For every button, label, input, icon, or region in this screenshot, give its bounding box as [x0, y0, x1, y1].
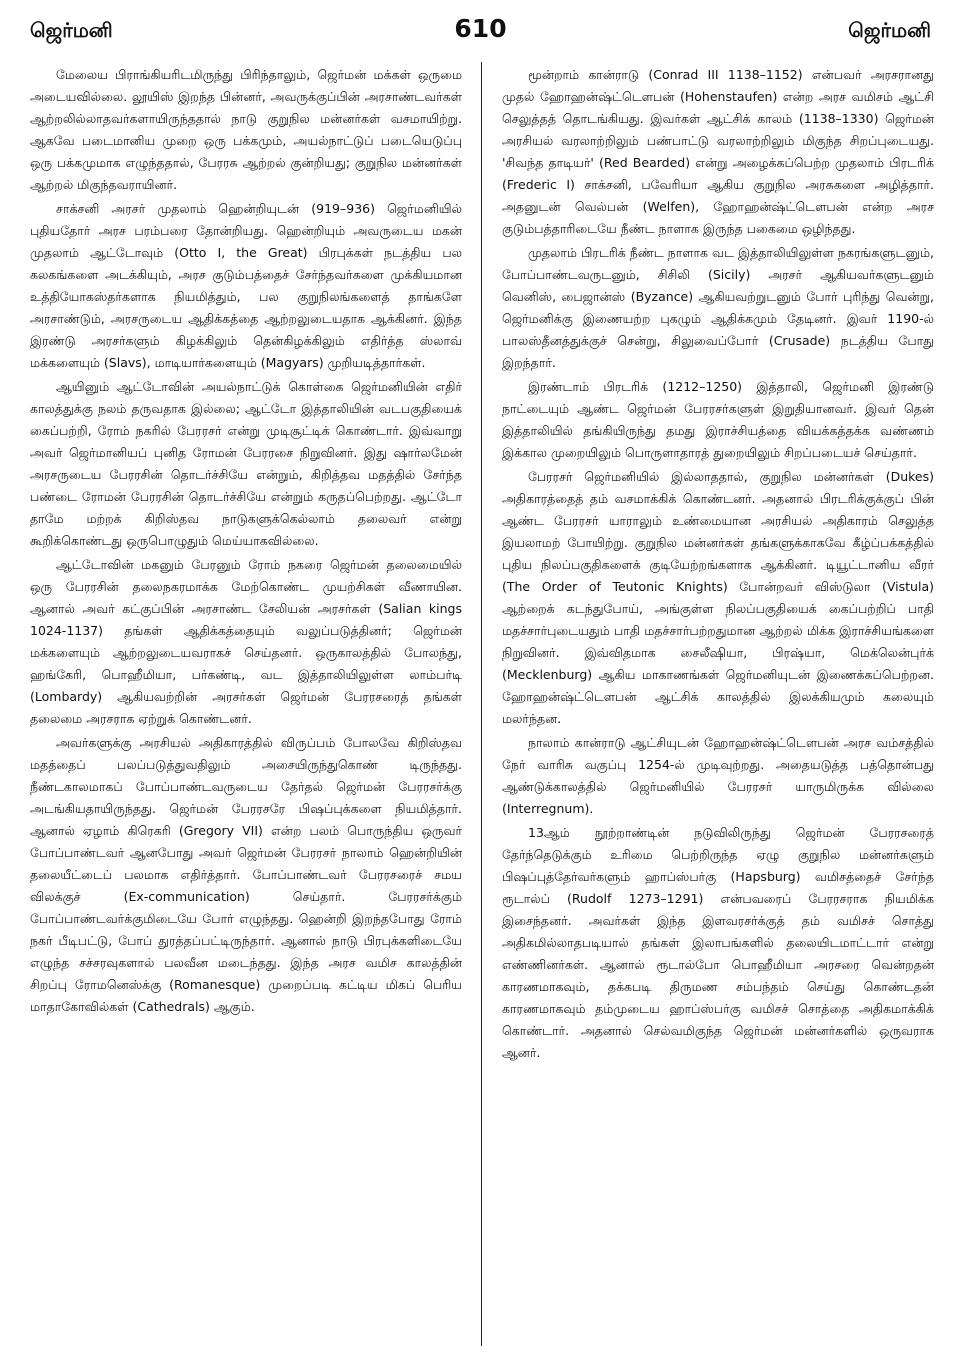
paragraph: மேலைய பிராங்கியரிடமிருந்து பிரிந்தாலும், ஜெர்மன் மக்கள் ஒருமை அடையவில்லை. லூயிஸ் இறந்த பின்னர், அவருக்குப்பின் அரசாண்டவர்கள் ஆற்றலில்லாதவர்களாயிருந்ததால் நாடு குறுநில மன்னர்கள் வசமாயிற்று. ஆகவே படைமானிய முறை ஒரு பக்கமும், அயல்நாட்டுப் படையெடுப்பு ஒரு பக்கமுமாக எழுந்ததால், பேரரசு ஆற்றல் குன்றியது; குறுநில மன்னர்கள் ஆற்றல் மிகுந்தவராயினர். — [30, 67, 462, 192]
paragraph: 13ஆம் நூற்றாண்டின் நடுவிலிருந்து ஜெர்மன் பேரரசரைத் தேர்ந்தெடுக்கும் உரிமை பெற்றிருந்த ஏழு குறுநில மன்னர்களும் பிஷப்புத்தேர்வர்களும் ஹாப்ஸ்பர்கு (Hapsburg) வமிசத்தைச் சேர்ந்த ரூடால்ப் (Rudolf 1273–1291) என்பவரைப் பேரரசராக நியமிக்க இசைந்தனர். அவர்கள் இந்த இளவரசர்க்குத் தம் வமிசச் சொத்து அதிகமில்லாதபடியால் தங்கள் இலாபங்களில் தலையிடமாட்டார் என்று எண்ணினர்கள். ஆனால் ரூடால்போ பொஹீமியா அரசரை வென்றதன் காரணமாகவும், தக்கபடி திருமண சம்பந்தம் செய்து கொண்டதன் காரணமாகவும் தம்முடைய ஹாப்ஸ்பர்கு வமிசச் சொத்தை அதிகமாக்கிக் கொண்டார். அதனால் செல்வமிகுந்த ஜெர்மன் மன்னர்களில் ஒருவராக ஆனர். — [502, 825, 934, 1060]
paragraph: சாக்சனி அரசர் முதலாம் ஹென்றியுடன் (919–936) ஜெர்மனியில் புதியதோர் அரச பரம்பரை தோன்றியது. ஹென்றியும் அவருடைய மகன் முதலாம் ஆட்டோவும் (Otto I, the Great) பிரபுக்கள் நடத்திய பல கலகங்களை அடக்கியும், அரச குடும்பத்தைச் சேர்ந்தவர்களை முக்கியமான உத்தியோகஸ்தர்களாக நியமித்தும், பல குறுநிலங்களைத் தாங்களே அரசாண்டும், அரசருடைய ஆதிக்கத்தை ஆற்றலுடையதாக ஆக்கினர். இந்த இரண்டு அரசர்களும் கிழக்கிலும் தென்கிழக்கிலும் எதிர்த்த ஸ்லாவ் மக்களையும் (Slavs), மாடியார்களையும் (Magyars) முறியடித்தார்கள். — [30, 201, 462, 370]
paragraph: நாலாம் கான்ராடு ஆட்சியுடன் ஹோஹன்ஷ்ட்டௌபன் அரச வம்சத்தில் நேர் வாரிசு வகுப்பு 1254-ல் முடிவுற்றது. அதையடுத்த பத்தொன்பது ஆண்டுக்காலத்தில் ஜெர்மனியில் பேரரசர் யாருமிருக்க வில்லை (Interregnum). — [502, 735, 934, 816]
paragraph: ஆட்டோவின் மகனும் பேரனும் ரோம் நகரை ஜெர்மன் தலைமையில் ஒரு பேரரசின் தலைநகரமாக்க மேற்கொண்ட முயற்சிகள் வீணாயின. ஆனால் அவர் கட்குப்பின் அரசாண்ட சேலியன் அரசர்கள் (Salian kings 1024-1137) தங்கள் ஆதிக்கத்தையும் வலுப்படுத்தினர்; ஜெர்மன் மக்களையும் ஆற்றலுடையவராகச் செய்தனர். ஒருகாலத்தில் போலந்து, ஹங்கேரி, பொஹீமியா, பர்கண்டி, வட இத்தாலியிலுள்ள லாம்பர்டி (Lombardy) ஆகியவற்றின் அரசர்கள் ஜெர்மன் பேரரசரைத் தங்கள் தலைமை அரசராக ஏற்றுக் கொண்டனர். — [30, 557, 462, 726]
paragraph: இரண்டாம் பிரடரிக் (1212–1250) இத்தாலி, ஜெர்மனி இரண்டு நாட்டையும் ஆண்ட ஜெர்மன் பேரரசர்களுள் இறுதியானவர். இவர் தென் இத்தாலியில் தங்கியிருந்து தமது இராச்சியத்தை வியக்கத்தக்க வண்ணம் இக்கால முறையிலும் பொருளாதாரத் துறையிலும் சிறப்படையச் செய்தார். — [502, 379, 934, 460]
running-head-right: ஜெர்மனி — [848, 18, 931, 42]
page-number: 610 — [454, 14, 507, 43]
paragraph: மூன்றாம் கான்ராடு (Conrad III 1138–1152) என்பவர் அரசரானது முதல் ஹோஹன்ஷ்ட்டௌபன் (Hohenstaufen) என்ற அரச வமிசம் ஆட்சி செலுத்தத் தொடங்கியது. இவர்கள் ஆட்சிக் காலம் (1138–1330) ஜெர்மன் அரசியல் வரலாற்றிலும் பண்பாட்டு வரலாற்றிலும் மிகுந்த சிறப்புடையது. 'சிவந்த தாடியர்' (Red Bearded) என்று அழைக்கப்பெற்ற முதலாம் பிரடரிக் (Frederic I) சாக்சனி, பவேரியா ஆகிய குறுநில அரசுகளை அழித்தார். அதனுடன் வெல்பன் (Welfen), ஹோஹன்ஷ்ட்டௌபன் என்ற அரச குடும்பத்தாரிடையே நீண்ட நாளாக இருந்த பகைமை ஒழிந்தது. — [502, 67, 934, 236]
column-divider — [481, 62, 482, 1346]
right-column — [502, 64, 934, 1348]
running-head-left: ஜெர்மனி — [30, 18, 113, 42]
paragraph: பேரரசர் ஜெர்மனியில் இல்லாததால், குறுநில மன்னர்கள் (Dukes) அதிகாரத்தைத் தம் வசமாக்கிக் கொண்டனர். அதனால் பிரடரிக்குக்குப் பின் ஆண்ட பேரரசர் யாராலும் உண்மையான அரசியல் அதிகாரம் செலுத்த இயலாமற் போயிற்று. குறுநில மன்னர்கள் தங்களுக்காகவே கீழ்ப்பக்கத்தில் புதிய நிலப்பகுதிகளைக் குடியேற்றங்களாக ஆக்கினர். டியூட்டானிய வீரர் (The Order of Teutonic Knights) போன்றவர் விஸ்டுலா (Vistula) ஆற்றைக் கடந்துபோய், அங்குள்ள நிலப்பகுதியைக் கைப்பற்றிப் பாதி மதச்சார்புடையதும் பாதி மதச்சார்பற்றதுமான ஆற்றல் மிக்க இராச்சியங்களை நிறுவினர். இவ்விதமாக சைலீஷியா, பிரஷ்யா, மெக்லென்புர்க் (Mecklenburg) ஆகிய மாகாணங்கள் ஜெர்மனியுடன் இணைக்கப்பெற்றன. ஹோஹன்ஷ்ட்டௌபன் ஆட்சிக் காலத்தில் இலக்கியமும் கலையும் மலர்ந்தன. — [502, 469, 934, 726]
paragraph: முதலாம் பிரடரிக் நீண்ட நாளாக வட இத்தாலியிலுள்ள நகரங்களுடனும், போப்பாண்டவருடனும், சிசிலி (Sicily) அரசர் ஆகியவர்களுடனும் வெனிஸ், பைஜான்ஸ் (Byzance) ஆகியவற்றுடனும் போர் புரிந்து வென்று, ஜெர்மனிக்கு இணையற்ற புகழும் ஆதிக்கமும் தேடினர். இவர் 1190-ல் பாலஸ்தீனத்துக்குச் சென்று, சிலுவைப்போர் (Crusade) நடத்திய போது இறந்தார். — [502, 245, 934, 370]
paragraph: ஆயினும் ஆட்டோவின் அயல்நாட்டுக் கொள்கை ஜெர்மனியின் எதிர் காலத்துக்கு நலம் தருவதாக இல்லை; ஆட்டோ இத்தாலியின் வடபகுதியைக் கைப்பற்றி, ரோம் நகரில் பேரரசர் என்று முடிசூட்டிக் கொண்டார். இவ்வாறு அவர் ஜெர்மானியப் புனித ரோமன் பேரரசை நிறுவினர். இது ஷார்லமேன் அரசருடைய பேரரசின் தொடர்ச்சியே என்றும், கிறித்தவ மதத்தில் சேர்ந்த பண்டை ரோமன் பேரரசின் தொடர்ச்சியே என்றும் கருதப்பெற்றது. ஆட்டோ தாமே மற்றக் கிறிஸ்தவ நாடுகளுக்கெல்லாம் தலைவர் என்று கூறிக்கொண்டது ஒருபொழுதும் மெய்யாகவில்லை. — [30, 379, 462, 548]
page-header — [30, 14, 931, 48]
paragraph: அவர்களுக்கு அரசியல் அதிகாரத்தில் விருப்பம் போலவே கிறிஸ்தவ மதத்தைப் பலப்படுத்துவதிலும் அசையிருந்துகொண் டிருந்தது. நீண்டகாலமாகப் போப்பாண்டவருடைய தேர்தல் ஜெர்மன் பேரரசர்க்கு அடங்கியதாயிருந்தது. ஜெர்மன் பேரரசரே பிஷப்புக்களை நியமித்தார். ஆனால் ஏழாம் கிரெகரி (Gregory VII) என்ற பலம் பொருந்திய ஒருவர் போப்பாண்டவர் ஆனபோது அவர் ஜெர்மன் பேரரசர் நாலாம் ஹென்றியின் தலையீட்டைப் பலமாக எதிர்த்தார். போப்பாண்டவர் பேரரசரைச் சமய விலக்குச் (Ex-communication) செய்தார். பேரரசர்க்கும் போப்பாண்டவர்க்குமிடையே போர் எழுந்தது. ஹென்றி இறந்தபோது ரோம் நகர் பீடிபட்டு, போப் துரத்தப்பட்டிருந்தார். ஆனால் நாடு பிரபுக்களிடையே எழுந்த சச்சரவுகளால் பலவீன மடைந்தது. இந்த அரச வமிச காலத்தின் சிறப்பு ரோமனெஸ்க்கு (Romanesque) முறைப்படி கட்டிய மிகப் பெரிய மாதாகோவில்கள் (Cathedrals) ஆகும். — [30, 735, 462, 1014]
left-column — [30, 64, 462, 1348]
